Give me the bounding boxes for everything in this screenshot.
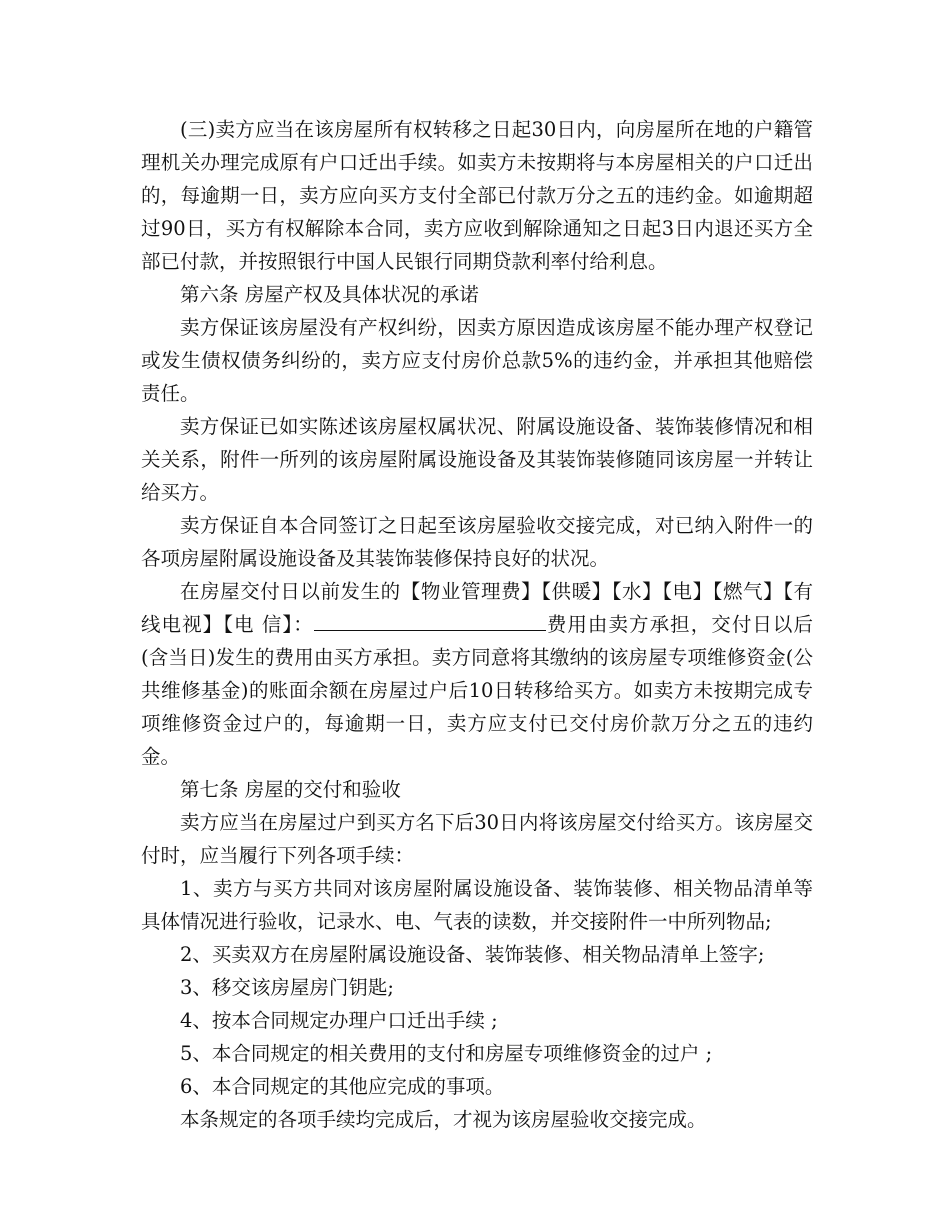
list-item-inspection: 1、卖方与买方共同对该房屋附属设施设备、装饰装修、相关物品清单等具体情况进行验收，记录水、电、气表的读数，并交接附件一中所列物品;: [141, 877, 813, 933]
article-six-heading: 第六条 房屋产权及具体状况的承诺: [180, 283, 479, 306]
paragraph-fees-allocation: [141, 575, 813, 773]
paragraph-completion-condition: 本条规定的各项手续均完成后，才视为该房屋验收交接完成。: [180, 1108, 707, 1131]
list-item-fees-transfer: 5、本合同规定的相关费用的支付和房屋专项维修资金的过户 ;: [180, 1042, 713, 1065]
paragraph-no-title-dispute: 卖方保证该房屋没有产权纠纷，因卖方原因造成该房屋不能办理产权登记或发生债权债务纠纷的，卖方应支付房价总款5%的违约金，并承担其他赔偿责任。: [141, 316, 813, 405]
list-item-other-matters: 6、本合同规定的其他应完成的事项。: [180, 1075, 505, 1098]
paragraph-seller-household-registration: (三)卖方应当在该房屋所有权转移之日起30日内，向房屋所在地的户籍管理机关办理完成原有户口迁出手续。如卖方未按期将与本房屋相关的户口迁出的，每逾期一日，卖方应向买方支付全部已付款万分之五的违约金。如逾期超过90日，买方有权解除本合同，卖方应收到解除通知之日起3日内退还买方全部已付款，并按照银行中国人民银行同期贷款利率付给利息。: [141, 118, 813, 273]
fees-text-before-blank: 在房屋交付日以前发生的【物业管理费】【供暖】【水】【电】【燃气】【有线电视】【电 信】：: [141, 580, 813, 636]
fees-text-after-blank: 费用由卖方承担，交付日以后(含当日)发生的费用由买方承担。卖方同意将其缴纳的该房屋专项维修资金(公共维修基金)的账面余额在房屋过户后10日转移给买方。如卖方未按期完成专项维修资金过户的，每逾期一日，卖方应支付已交付房价款万分之五的违约金。: [141, 613, 813, 768]
list-item-keys: 3、移交该房屋房门钥匙;: [180, 976, 394, 999]
document-body: [141, 113, 813, 1136]
list-item-household-transfer: 4、按本合同规定办理户口迁出手续 ;: [180, 1009, 498, 1032]
paragraph-ownership-status-guarantee: 卖方保证已如实陈述该房屋权属状况、附属设施设备、装饰装修情况和相关关系，附件一所列的该房屋附属设施设备及其装饰装修随同该房屋一并转让给买方。: [141, 415, 813, 504]
article-seven-heading: 第七条 房屋的交付和验收: [180, 778, 401, 801]
paragraph-good-condition-guarantee: 卖方保证自本合同签订之日起至该房屋验收交接完成，对已纳入附件一的各项房屋附属设施设备及其装饰装修保持良好的状况。: [141, 514, 813, 570]
paragraph-delivery-procedures: 卖方应当在房屋过户到买方名下后30日内将该房屋交付给买方。该房屋交付时，应当履行下列各项手续：: [141, 811, 813, 867]
list-item-signing: 2、买卖双方在房屋附属设施设备、装饰装修、相关物品清单上签字;: [180, 943, 765, 966]
fill-in-blank-line: [314, 612, 546, 631]
